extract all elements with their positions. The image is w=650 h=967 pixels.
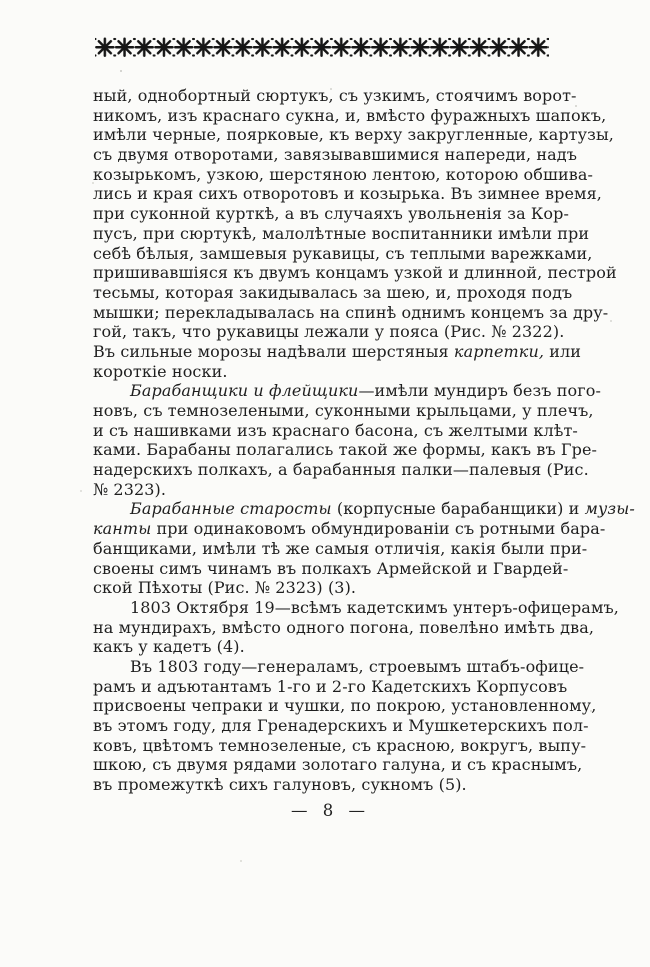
text-line xyxy=(93,184,602,204)
italic-text: музы- xyxy=(584,499,635,519)
text-line xyxy=(93,538,588,559)
body-text: козырькомъ, узкою, шерстяною лентою, которою обшива- xyxy=(93,164,594,184)
text-line xyxy=(93,617,595,638)
text-line xyxy=(93,86,577,106)
text-line xyxy=(93,460,589,480)
body-text: себѣ бѣлыя, замшевыя рукавицы, съ теплыми варежками, xyxy=(93,243,593,263)
text-line xyxy=(93,322,563,342)
text-line xyxy=(93,480,563,500)
body-text: или xyxy=(544,341,582,361)
text-line xyxy=(93,775,563,795)
body-text: ской Пѣхоты (Рис. № 2323) (3). xyxy=(93,578,357,598)
body-text: рамъ и адъютантамъ 1-го и 2-го Кадетскихъ Корпусовъ xyxy=(93,676,568,696)
body-text: въ этомъ году, для Гренадерскихъ и Мушкетерскихъ пол- xyxy=(93,716,589,735)
text-line xyxy=(93,125,614,145)
text-line xyxy=(93,755,583,775)
text-line xyxy=(93,263,617,283)
text-line xyxy=(93,656,585,677)
page-number: — 8 — xyxy=(291,801,365,820)
body-text: имѣли черные, поярковые, къ верху закругленные, картузы, xyxy=(93,125,614,145)
body-text: короткіе носки. xyxy=(93,361,228,381)
text-line xyxy=(93,105,607,126)
body-text: пусъ, при сюртукѣ, малолѣтные воспитанники имѣли при xyxy=(93,223,590,243)
text-line xyxy=(93,282,573,303)
body-text: Въ сильные морозы надѣвали шерстяныя xyxy=(93,341,454,361)
body-text: своены симъ чинамъ въ полкахъ Армейской и Гвардей- xyxy=(93,558,569,578)
body-text: съ двумя отворотами, завязывавшимися напереди, надъ xyxy=(93,145,578,165)
body-text: тесьмы, которая закидывалась за шею, и, проходя подъ xyxy=(93,282,573,302)
scan-noise xyxy=(120,70,122,72)
italic-text: карпетки, xyxy=(453,341,545,361)
ornamental-border-icon xyxy=(95,36,549,59)
text-line xyxy=(93,499,635,519)
text-line xyxy=(93,362,563,382)
text-line xyxy=(93,558,569,579)
body-text: присвоены чепраки и чушки, по покрою, установленному, xyxy=(93,696,597,716)
body-text: въ промежуткѣ сихъ галуновъ, сукномъ (5). xyxy=(93,775,467,795)
body-text: и съ нашивками изъ краснаго басона, съ желтыми клѣт- xyxy=(93,420,578,440)
text-line xyxy=(93,341,582,362)
body-text: Въ 1803 году—генераламъ, строевымъ штабъ-офице- xyxy=(130,656,585,676)
text-block xyxy=(93,86,635,795)
body-text: пришивавшіяся къ двумъ концамъ узкой и длинной, пестрой xyxy=(93,263,617,283)
body-text: (корпусные барабанщики) и xyxy=(331,499,585,519)
italic-text: Барабанщики и флейщики xyxy=(130,381,359,401)
text-line xyxy=(93,302,609,323)
body-text: ковъ, цвѣтомъ темнозеленые, съ красною, вокругъ, выпу- xyxy=(93,735,587,755)
text-line xyxy=(93,696,597,716)
body-text: при суконной курткѣ, а въ случаяхъ увольненія за Кор- xyxy=(93,204,569,224)
body-text: банщиками, имѣли тѣ же самыя отличія, какія были при- xyxy=(93,538,588,558)
text-line xyxy=(93,243,593,264)
body-text: 1803 Октября 19—всѣмъ кадетскимъ унтеръ-офицерамъ, xyxy=(130,597,619,617)
text-line xyxy=(93,145,578,165)
body-text: при одинаковомъ обмундированіи съ ротными бара- xyxy=(151,519,606,539)
body-text: какъ у кадетъ (4). xyxy=(93,637,245,657)
italic-text: канты xyxy=(93,519,152,539)
text-line xyxy=(93,164,594,185)
body-text: шкою, съ двумя рядами золотаго галуна, и съ краснымъ, xyxy=(93,755,583,775)
text-line xyxy=(93,716,589,736)
body-text: ный, однобортный сюртукъ, съ узкимъ, стоячимъ ворот- xyxy=(93,86,577,105)
text-line xyxy=(93,204,569,224)
text-line xyxy=(93,420,578,441)
body-text: гой, такъ, что рукавицы лежали у пояса (Рис. № 2322). xyxy=(93,322,565,342)
text-line xyxy=(93,223,590,244)
body-text: новъ, съ темнозелеными, суконными крыльцами, у плечъ, xyxy=(93,401,594,420)
body-text: мышки; перекладывалась на спинѣ однимъ концемъ за дру- xyxy=(93,302,609,322)
text-line xyxy=(93,735,587,756)
text-line xyxy=(93,381,601,401)
text-line xyxy=(93,519,606,539)
italic-text: Барабанные старосты xyxy=(130,499,332,519)
body-text: —имѣли мундиръ безъ пого- xyxy=(358,381,601,401)
text-line xyxy=(93,637,563,657)
text-line xyxy=(93,401,594,421)
text-line xyxy=(93,676,568,697)
text-line xyxy=(93,597,619,618)
text-line xyxy=(93,440,598,460)
text-line xyxy=(93,578,563,598)
body-text: никомъ, изъ краснаго сукна, и, вмѣсто фуражныхъ шапокъ, xyxy=(93,105,607,125)
body-text: на мундирахъ, вмѣсто одного погона, повелѣно имѣть два, xyxy=(93,617,595,637)
body-text: № 2323). xyxy=(93,479,167,499)
body-text: лись и края сихъ отворотовъ и козырька. Въ зимнее время, xyxy=(93,184,602,204)
body-text: ками. Барабаны полагались такой же формы, какъ въ Гре- xyxy=(93,440,598,460)
body-text: надерскихъ полкахъ, а барабанныя палки—палевыя (Рис. xyxy=(93,460,589,480)
